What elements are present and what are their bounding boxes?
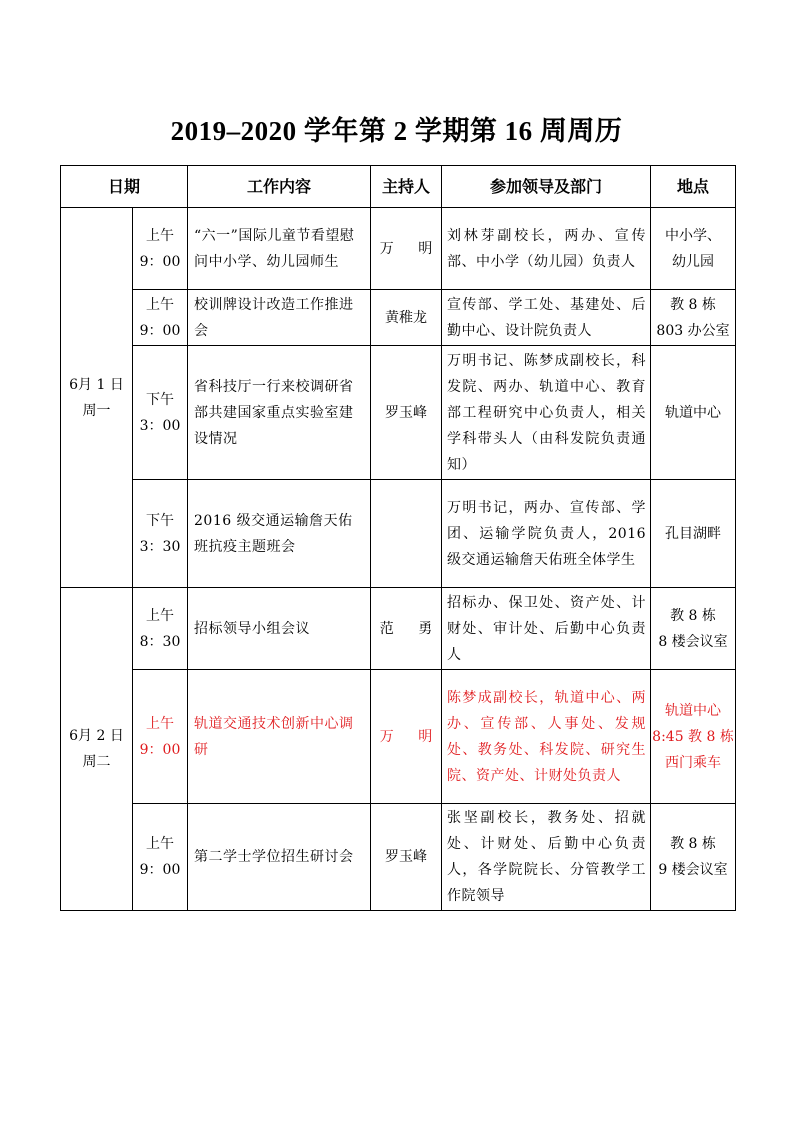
time-cell bbox=[133, 480, 188, 588]
host-cell bbox=[371, 588, 442, 670]
header-date: 日期 bbox=[61, 166, 188, 208]
period-label: 上午 bbox=[146, 715, 174, 732]
table-row bbox=[61, 588, 736, 670]
location-line: 轨道中心 bbox=[665, 404, 722, 421]
header-row bbox=[61, 166, 736, 208]
host-cell: 罗玉峰 bbox=[371, 346, 442, 480]
location-line: 西门乘车 bbox=[665, 754, 722, 771]
weekly-schedule-table bbox=[60, 165, 736, 911]
header-participants: 参加领导及部门 bbox=[442, 166, 651, 208]
host-cell: 黄稚龙 bbox=[371, 290, 442, 346]
time-cell bbox=[133, 588, 188, 670]
host-cell bbox=[371, 670, 442, 804]
time-cell bbox=[133, 804, 188, 911]
location-cell bbox=[651, 670, 736, 804]
date-label: 6月 2 日 bbox=[69, 728, 124, 744]
host-name: 万 明 bbox=[379, 728, 443, 745]
host-name: 范 勇 bbox=[379, 620, 443, 637]
participants-cell: 陈梦成副校长，轨道中心、两办、宣传部、人事处、发规处、教务处、科发院、研究生院、资产处、计财处负责人 bbox=[442, 670, 651, 804]
host-cell bbox=[371, 480, 442, 588]
content-cell: 校训牌设计改造工作推进会 bbox=[188, 290, 371, 346]
time-label: 9：00 bbox=[139, 253, 181, 270]
date-label: 6月 1 日 bbox=[69, 376, 124, 393]
location-line: 8:45 教 8 栋 bbox=[652, 728, 734, 745]
page-title: 2019–2020 学年第 2 学期第 16 周周历 bbox=[170, 116, 623, 146]
content-cell: 2016 级交通运输詹天佑班抗疫主题班会 bbox=[188, 480, 371, 588]
location-line: 幼儿园 bbox=[672, 253, 715, 270]
content-cell: “六一”国际儿童节看望慰问中小学、幼儿园师生 bbox=[188, 208, 371, 290]
location-line: 轨道中心 bbox=[665, 702, 722, 719]
time-label: 8：30 bbox=[139, 633, 181, 650]
content-cell: 招标领导小组会议 bbox=[188, 588, 371, 670]
period-label: 上午 bbox=[146, 227, 174, 244]
time-label: 9：00 bbox=[139, 741, 181, 758]
period-label: 下午 bbox=[146, 391, 174, 408]
location-line: 教 8 栋 bbox=[670, 836, 716, 852]
date-cell-day1 bbox=[61, 208, 133, 588]
content-cell: 轨道交通技术创新中心调研 bbox=[188, 670, 371, 804]
participants-cell: 万明书记、陈梦成副校长，科发院、两办、轨道中心、教育部工程研究中心负责人，相关学科带头人（由科发院负责通知） bbox=[442, 346, 651, 480]
content-cell: 第二学士学位招生研讨会 bbox=[188, 804, 371, 911]
table-row bbox=[61, 804, 736, 911]
table-row-highlighted bbox=[61, 670, 736, 804]
host-cell: 罗玉峰 bbox=[371, 804, 442, 911]
table-row bbox=[61, 346, 736, 480]
time-cell bbox=[133, 208, 188, 290]
header-host: 主持人 bbox=[371, 166, 442, 208]
location-cell bbox=[651, 804, 736, 911]
location-line: 中小学、 bbox=[665, 227, 722, 244]
location-cell bbox=[651, 208, 736, 290]
location-cell bbox=[651, 346, 736, 480]
content-cell: 省科技厅一行来校调研省部共建国家重点实验室建设情况 bbox=[188, 346, 371, 480]
table-row bbox=[61, 290, 736, 346]
participants-cell: 招标办、保卫处、资产处、计财处、审计处、后勤中心负责人 bbox=[442, 588, 651, 670]
table-row bbox=[61, 208, 736, 290]
participants-cell: 宣传部、学工处、基建处、后勤中心、设计院负责人 bbox=[442, 290, 651, 346]
date-cell-day2 bbox=[61, 588, 133, 911]
table-row bbox=[61, 480, 736, 588]
time-cell bbox=[133, 346, 188, 480]
location-line: 8 楼会议室 bbox=[658, 633, 728, 650]
location-cell bbox=[651, 480, 736, 588]
time-label: 3：30 bbox=[139, 538, 181, 555]
location-line: 教 8 栋 bbox=[670, 607, 716, 624]
time-cell bbox=[133, 670, 188, 804]
host-name: 万 明 bbox=[379, 240, 443, 257]
location-cell bbox=[651, 290, 736, 346]
weekday-label: 周二 bbox=[82, 754, 111, 770]
period-label: 上午 bbox=[146, 836, 174, 852]
time-label: 9：00 bbox=[139, 862, 181, 878]
time-label: 9：00 bbox=[139, 322, 181, 339]
period-label: 下午 bbox=[146, 512, 174, 529]
participants-cell: 张坚副校长，教务处、招就处、计财处、后勤中心负责人，各学院院长、分管教学工作院领导 bbox=[442, 804, 651, 911]
participants-cell: 刘林芽副校长，两办、宣传部、中小学（幼儿园）负责人 bbox=[442, 208, 651, 290]
location-line: 孔目湖畔 bbox=[665, 525, 722, 542]
location-cell bbox=[651, 588, 736, 670]
participants-cell: 万明书记，两办、宣传部、学团、运输学院负责人，2016 级交通运输詹天佑班全体学生 bbox=[442, 480, 651, 588]
location-line: 9 楼会议室 bbox=[658, 862, 728, 878]
location-line: 803 办公室 bbox=[656, 322, 730, 339]
header-content: 工作内容 bbox=[188, 166, 371, 208]
host-cell bbox=[371, 208, 442, 290]
period-label: 上午 bbox=[146, 607, 174, 624]
period-label: 上午 bbox=[146, 296, 174, 313]
weekday-label: 周一 bbox=[82, 402, 111, 419]
time-label: 3：00 bbox=[139, 417, 181, 434]
header-location: 地点 bbox=[651, 166, 736, 208]
location-line: 教 8 栋 bbox=[670, 296, 716, 313]
time-cell bbox=[133, 290, 188, 346]
